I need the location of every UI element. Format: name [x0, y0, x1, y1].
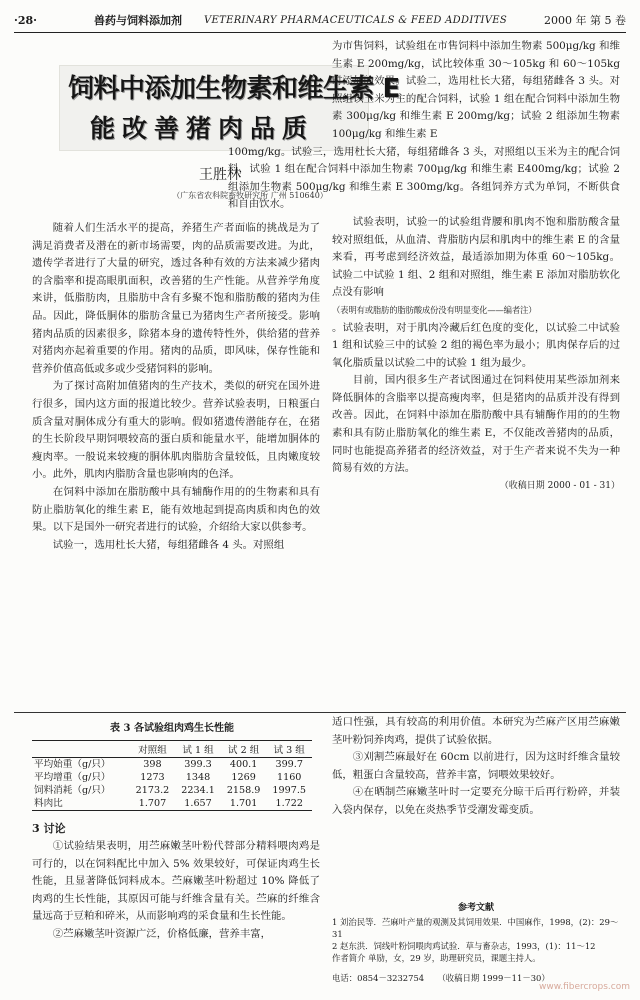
editor-note: （表明有或脂肪的脂肪酸成份没有明显变化——编者注）: [332, 304, 537, 315]
table-cell: 2158.9: [226, 785, 261, 796]
journal-name-cn: 兽药与饲料添加剂: [94, 14, 182, 27]
table-header-row: [32, 741, 312, 758]
discussion-right: [332, 714, 620, 898]
table-row: [32, 758, 312, 772]
running-header: [14, 12, 626, 33]
growth-table: [32, 740, 312, 811]
issue-info: 2000 年 第 5 卷: [544, 14, 626, 27]
table-cell: 399.7: [275, 759, 303, 770]
discussion-item: ①试验结果表明，用苎麻嫩茎叶粉代替部分精料喂肉鸡是可行的，以在饲料配比中加入 5% 效果较好，可保证肉鸡生长性能，且显著降低饲料成本。苎麻嫩茎叶粉超过 10% 降低了肉鸡的生长性能，其原因可能与纤维含量有关。苎麻的纤维含量远高于豆粕和碎米，从而影响鸡的采食量和生长性能。: [32, 840, 320, 923]
references: [332, 902, 620, 964]
article-title: [60, 66, 400, 150]
reference-item: 1 刘治民等．苎麻叶产量的观测及其饲用效果．中国麻作，1998，(2)：29～31: [332, 917, 619, 939]
table-header-cell: 试 3 组: [266, 741, 312, 758]
discussion-item: ②苎麻嫩茎叶资源广泛，价格低廉，营养丰富，: [52, 927, 271, 940]
table-cell: 1.707: [130, 797, 176, 811]
discussion-item: ③刈割苎麻最好在 60cm 以前进行，因为这时纤维含量较低，粗蛋白含量较高，营养丰富，饲喂效果较好。: [332, 751, 620, 781]
table-cell: 399.3: [184, 759, 212, 770]
table-row: [32, 797, 312, 811]
watermark: www.fibercrops.com: [539, 982, 630, 992]
page-number: ·28·: [14, 14, 37, 27]
table-header-cell: [32, 741, 130, 758]
table-cell: 平均始重（g/只）: [34, 759, 111, 770]
received-date: （收稿日期 2000 - 01 - 31）: [499, 480, 620, 491]
table-header-cell: 试 2 组: [221, 741, 267, 758]
table-cell: 饲料消耗（g/只）: [34, 785, 111, 796]
paragraph: 在饲料中添加在脂肪酸中具有辅酶作用的的生物素和具有防止脂肪氧化的维生素 E，能有效地起到提高肉质和肉色的效果。以下是国外一研究者进行的试验，介绍给大家以供参考。: [32, 485, 320, 534]
author-bio: 作者简介 单励，女，29 岁，助理研究员，课题主持人。: [332, 953, 541, 963]
author-affiliation: （广东省农科院畜牧研究所 广州 510640）: [172, 191, 328, 200]
paragraph: 试验表明，试验一的试验组背腰和肌肉不饱和脂肪酸含量较对照组低，从血清、背脂肪内层和肌肉中的维生素 E 的含量来看，再考虑到经济效益，最适添加期为体重 60～105kg。试验二中试验 1 组、2 组和对照组，维生素 E 添加对脂肪软化点没有影响: [332, 215, 620, 299]
discussion-item: 适口性强，具有较高的利用价值。本研究为苎麻产区用苎麻嫩茎叶粉饲养肉鸡，提供了试验依据。: [332, 716, 620, 746]
table-cell: 料肉比: [32, 797, 130, 811]
title-line-1: 饲料中添加生物素和维生素 E: [68, 74, 400, 104]
table-cell: 2234.1: [181, 785, 215, 796]
discussion-left: [32, 820, 320, 998]
paragraph: 。试验表明，对于肌肉冷藏后红色度的变化，以试验二中试验 1 组和试验三中的试验 2 组的褐色率为最小；肌肉保存后的过氧化脂质量以试验二中的试验 1 组为最少。: [332, 321, 620, 369]
table-header-cell: 对照组: [130, 741, 176, 758]
phone-line: 电话：0854－3232754: [332, 973, 425, 983]
table-cell: 1273: [140, 772, 165, 783]
table-cell: 1160: [276, 772, 302, 783]
table-row: [32, 771, 312, 784]
table-cell: 1.701: [221, 797, 267, 811]
left-column: [32, 220, 320, 700]
reference-item: 2 赵东洪．饲线叶粉饲喂肉鸡试验．草与畜杂志，1993，(1)：11～12: [332, 941, 596, 951]
journal-name-en: VETERINARY PHARMACEUTICALS & FEED ADDITIVES: [204, 15, 508, 26]
table-cell: 1997.5: [272, 785, 306, 796]
table-cell: 400.1: [229, 759, 258, 770]
table-cell: 1.657: [175, 797, 221, 811]
table-cell: 398: [143, 759, 162, 770]
table-cell: 1348: [185, 772, 211, 783]
table-cell: 平均增重（g/只）: [34, 772, 111, 783]
discussion-item: ④在晒制苎麻嫩茎叶时一定要充分晾干后再行粉碎，并装入袋内保存，以免在炎热季节受潮发霉变质。: [332, 786, 620, 816]
section-heading: 3 讨论: [32, 822, 66, 835]
table-cell: 1269: [231, 772, 256, 783]
table-cell: 2173.2: [135, 785, 170, 796]
table-header-cell: 试 1 组: [175, 741, 221, 758]
paragraph: 试验一，选用杜长大猪，每组猪雌各 4 头。对照组: [52, 538, 285, 551]
paragraph: 随着人们生活水平的提高，养猪生产者面临的挑战是为了满足消费者及潜在的新市场需要，肉的品质需要改进。为此，遗传学者进行了大量的研究，透过各种有效的方法来减少猪肉的含脂率和提高眼肌面积，改善猪的生产性能。从营养学角度来讲，低脂肪肉，且脂肪中含有多聚不饱和脂肪酸的猪肉为佳品。因此，降低胴体的脂肪含量已为猪肉生产者所接受。影响猪肉品质的因素很多，除猪本身的遗传特性外，供给猪的营养对猪肉亦起着重要的作用。猪肉的品质，即风味，保存性能和营养价值高低或多或少受猪饲料的影响。: [32, 222, 320, 375]
title-line-2: 能改善猪肉品质: [90, 114, 315, 143]
paragraph-continued: 为市售饲料，试验组在市售饲料中添加生物素 500μg/kg 和维生素 E 200mg/kg，试比较体重 30～105kg 和 60～105kg 时添加的效果。试验二，选用杜长大猪，每组猪雌各 3 头。对照组以玉米为主的配合饲料，试验 1 组在配合饲料中添加生物素 300μg/kg 和维生素 E 200mg/kg；试验 2 组添加生物素 100μg/kg 和维生素 E: [332, 40, 620, 140]
references-heading: 参考文献: [457, 903, 494, 913]
table-cell: 1.722: [266, 797, 312, 811]
paragraph: 目前，国内很多生产者试图通过在饲料使用某些添加剂来降低胴体的含脂率以提高瘦肉率，但是猪肉的品质并没有得到改善。因此，在饲料中添加在脂肪酸中具有辅酶作用的的生物素和具有防止脂肪氧化的维生素 E，不仅能改善猪肉的品质，同时也能提高养猪者的经济效益，对于生产者来说不失为一种简易有效的方法。: [332, 374, 620, 475]
paragraph: 为了探讨高附加值猪肉的生产技术，类似的研究在国外进行很多，国内这方面的报道比较少。营养试验表明，日粮蛋白质含量对胴体成分有重大的影响。假如猪遗传潜能存在，在猪的生长阶段早期饲喂较高的蛋白质和能量水平，能增加胴体的瘦肉率。一般说来较瘦的胴体肌肉脂肪含量较低，且肉嫩度较小。此外，肌肉内脂肪含量也影响肉的色泽。: [32, 380, 320, 481]
article-divider: [14, 712, 626, 713]
table-caption: 表 3 各试验组肉鸡生长性能: [110, 723, 234, 734]
table-row: [32, 784, 312, 797]
paragraph-full-width-line: 100mg/kg。试验三，选用杜长大猪，每组猪雌各 3 头，对照组以玉米为主的配合饲料，试验 1 组在配合饲料中添加生物素 700μg/kg 和维生素 E400mg/kg；试验 2 组添加生物素 500μg/kg 和维生素 E 300mg/kg。各组饲养方式为单饲，不断供食和自由饮水。: [228, 145, 620, 211]
author-name: 王胜林: [199, 167, 241, 183]
footer-received-date: （收稿日期 1999－11－30）: [437, 973, 550, 983]
data-table: [32, 722, 312, 811]
